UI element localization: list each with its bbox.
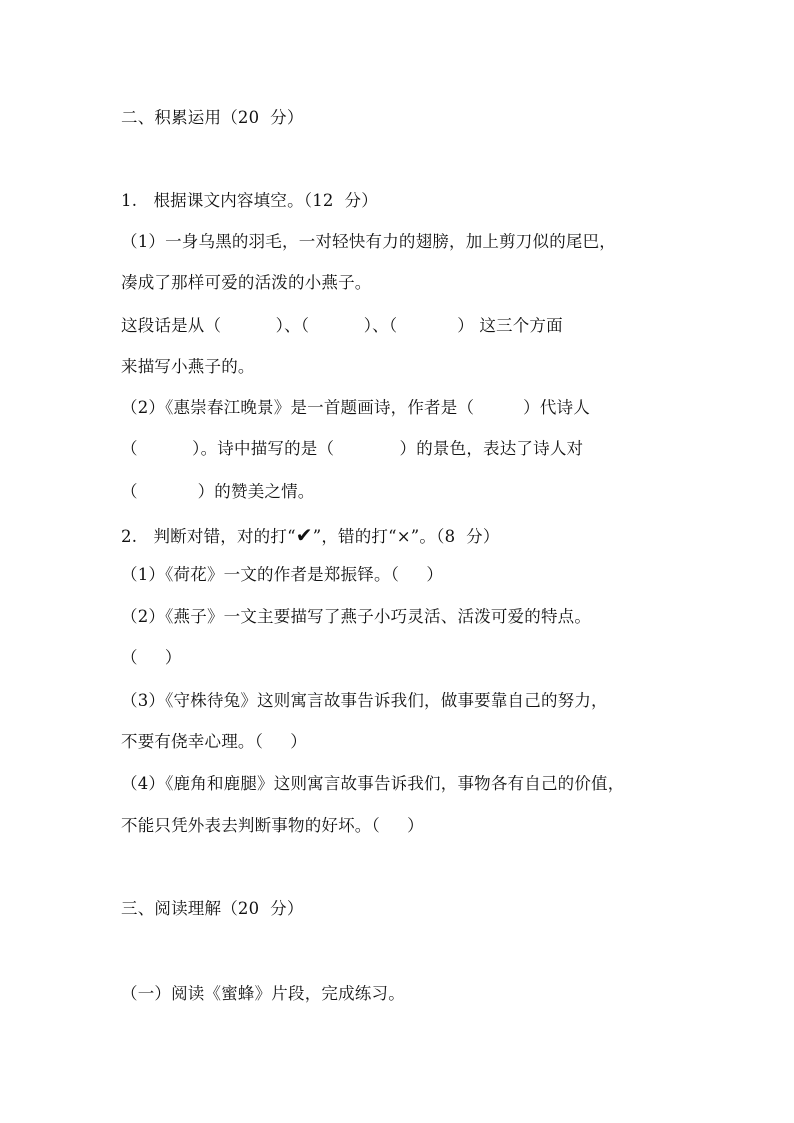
q1-part2-line2: （ ）。诗中描写的是（ ）的景色，表达了诗人对 (121, 439, 584, 458)
q2-item1: （1）《荷花》一文的作者是郑振铎。（ ） (121, 565, 444, 584)
q2-title-after: ”，错的打“×”。（8 分） (312, 527, 500, 546)
q1-part1-line4: 来描写小燕子的。 (121, 357, 255, 376)
q1-part1-line1: （1）一身乌黑的羽毛，一对轻快有力的翅膀，加上剪刀似的尾巴， (121, 232, 616, 251)
q2-title-before: 2. 判断对错，对的打“ (121, 527, 296, 546)
q1-part1-line2: 凑成了那样可爱的活泼的小燕子。 (121, 273, 372, 292)
section-2-heading: 二、积累运用（20 分） (121, 108, 304, 127)
section-3-heading: 三、阅读理解（20 分） (121, 899, 304, 918)
q2-item4-line1: （4）《鹿角和鹿腿》这则寓言故事告诉我们，事物各有自己的价值， (121, 774, 625, 793)
q2-item3-line2: 不要有侥幸心理。（ ） (121, 732, 307, 751)
q1-part1-line3: 这段话是从（ ）、（ ）、（ ） 这三个方面 (121, 316, 563, 335)
reading-passage-1-title: （一）阅读《蜜蜂》片段，完成练习。 (121, 984, 405, 1003)
q1-part2-line3: （ ）的赞美之情。 (121, 482, 315, 501)
q2-item2-line1: （2）《燕子》一文主要描写了燕子小巧灵活、活泼可爱的特点。 (121, 607, 592, 626)
question-2-title (121, 523, 500, 549)
q2-item3-line1: （3）《守株待兔》这则寓言故事告诉我们，做事要靠自己的努力， (121, 691, 608, 710)
question-1-title: 1. 根据课文内容填空。（12 分） (121, 191, 378, 210)
q2-item4-line2: 不能只凭外表去判断事物的好坏。（ ） (121, 816, 424, 835)
q2-item2-line2: （ ） (121, 648, 182, 667)
q1-part2-line1: （2）《惠崇春江晚景》是一首题画诗，作者是（ ）代诗人 (121, 398, 590, 417)
check-mark-icon: ✔ (295, 523, 313, 547)
